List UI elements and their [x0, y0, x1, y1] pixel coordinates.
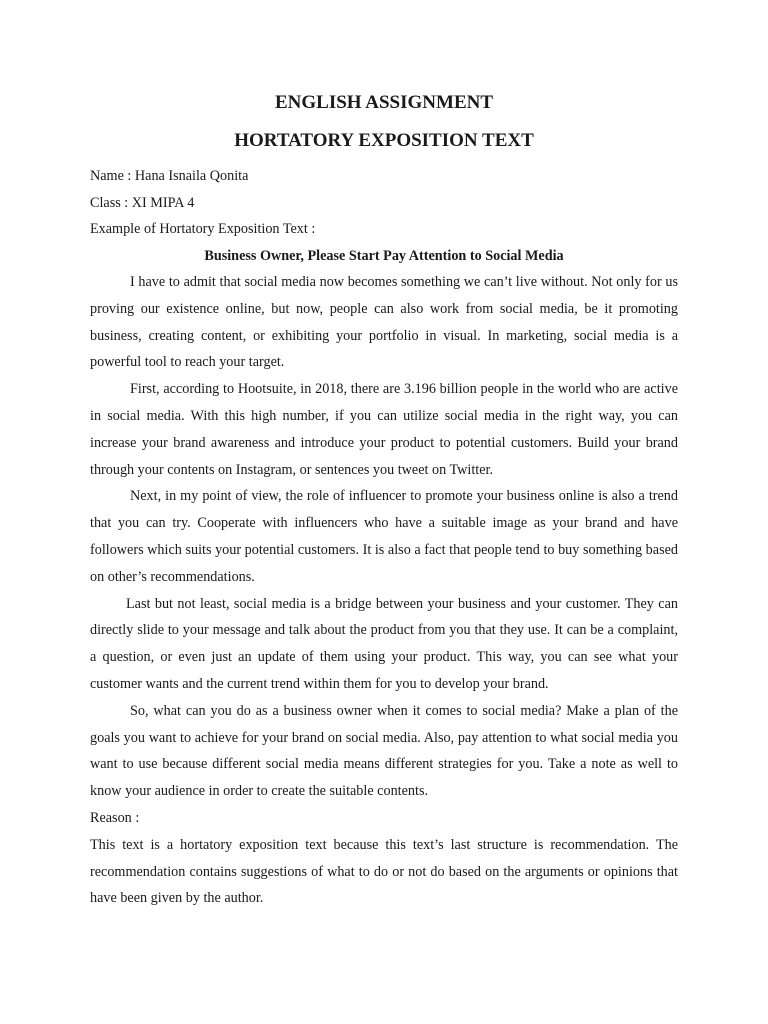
- example-heading: Example of Hortatory Exposition Text :: [90, 221, 316, 237]
- text-title: Business Owner, Please Start Pay Attention to Social Media: [204, 247, 564, 264]
- paragraph-thesis: I have to admit that social media now becomes something we can’t live without. Not only for us proving our existence online, but now, people can also work from social media, be it promoting business, creating content, or exhibiting your portfolio in visual. In marketing, social media is a powerful tool to reach your target.: [90, 274, 678, 371]
- student-name: Name : Hana Isnaila Qonita: [90, 168, 249, 184]
- paragraph-argument-3: Last but not least, social media is a bridge between your business and your customer. They can directly slide to your message and talk about the product from you that they use. It can be a complaint, a question, or even just an update of them using your product. This way, you can see what your customer wants and the current trend within them for you to develop your brand.: [90, 595, 678, 692]
- text-type-title: HORTATORY EXPOSITION TEXT: [234, 130, 534, 151]
- reason-label: Reason :: [90, 809, 140, 826]
- paragraph-argument-2: Next, in my point of view, the role of influencer to promote your business online is also a trend that you can try. Cooperate with influencers who have a suitable image as your brand and have followers which suits your potential customers. It is also a fact that people tend to buy something based on other’s recommendations.: [90, 488, 678, 585]
- paragraph-recommendation: So, what can you do as a business owner when it comes to social media? Make a plan of the goals you want to achieve for your brand on social media. Also, pay attention to what social media you want to use because different social media means different strategies for you. Take a note as well to know your audience in order to create the suitable contents.: [90, 702, 678, 800]
- paragraph-argument-1: First, according to Hootsuite, in 2018, there are 3.196 billion people in the world who are active in social media. With this high number, if you can utilize social media in the right way, you can increase your brand awareness and introduce your product to potential customers. Build your brand through your contents on Instagram, or sentences you tweet on Twitter.: [90, 381, 678, 478]
- assignment-title: ENGLISH ASSIGNMENT: [274, 92, 494, 113]
- reason-text: This text is a hortatory exposition text because this text’s last structure is recommendation. The recommendation contains suggestions of what to do or not do based on the arguments or opinions that have been given by the author.: [90, 836, 678, 907]
- student-class: Class : XI MIPA 4: [90, 194, 195, 211]
